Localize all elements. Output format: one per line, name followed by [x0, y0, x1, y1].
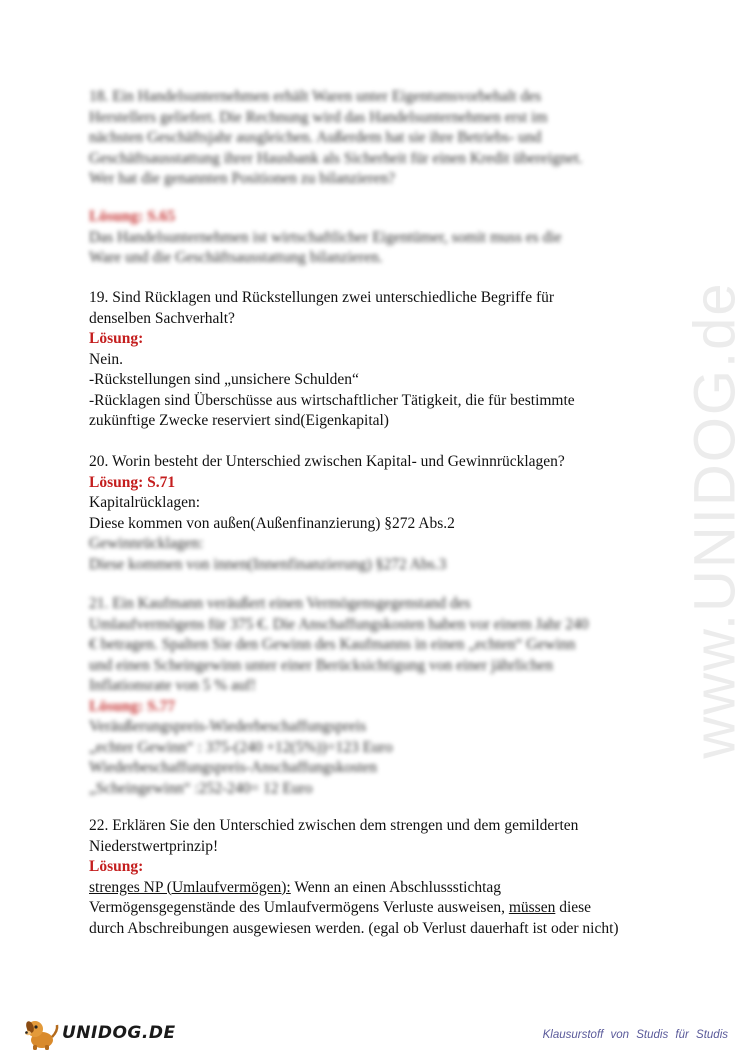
answer-21-text: Veräußerungspreis-Wiederbeschaffungspreis	[89, 718, 367, 735]
answer-22-text: durch Abschreibungen ausgewiesen werden. (egal ob Verlust dauerhaft ist oder nicht)	[89, 919, 619, 937]
solution-label-20: Lösung: S.71	[89, 473, 176, 491]
question-22	[89, 816, 689, 939]
logo-text: UNIDOG.DE	[62, 1023, 176, 1043]
answer-22-term: strenges NP (Umlaufvermögen):	[89, 878, 291, 896]
question-21-text: und einen Scheingewinn unter einer Berücksichtigung von einer jährlichen	[89, 656, 553, 674]
question-18-text: Wer hat die genannten Positionen zu bilanzieren?	[89, 170, 396, 187]
dog-icon	[22, 1015, 60, 1051]
question-18-text: 18. Ein Handelsunternehmen erhält Waren unter Eigentumsvorbehalt des	[89, 88, 542, 105]
answer-20-text: Gewinnrücklagen:	[89, 535, 204, 552]
question-21-text: Umlaufvermögens für 375 €. Die Anschaffungskosten haben vor einem Jahr 240	[89, 615, 589, 633]
question-21	[89, 594, 689, 799]
answer-22-line-2	[89, 898, 689, 919]
question-19	[89, 288, 689, 432]
answer-18	[89, 207, 689, 269]
answer-19-text: zukünftige Zwecke reserviert sind(Eigenkapital)	[89, 412, 389, 429]
question-22-text: Niederstwertprinzip!	[89, 837, 219, 855]
question-18-text: Geschäftsausstattung ihrer Hausbank als Sicherheit für einen Kredit übereignet.	[89, 149, 583, 167]
question-20-text: 20. Worin besteht der Unterschied zwischen Kapital- und Gewinnrücklagen?	[89, 453, 565, 470]
answer-20-text: Diese kommen von außen(Außenfinanzierung) §272 Abs.2	[89, 514, 455, 532]
question-20	[89, 452, 689, 534]
question-21-text: Inflationsrate von 5 % auf!	[89, 677, 256, 694]
unidog-logo[interactable]	[22, 1015, 176, 1051]
question-21-text: € betragen. Spalten Sie den Gewinn des Kaufmanns in einen „echten“ Gewinn	[89, 636, 576, 653]
answer-22-text: diese	[555, 899, 592, 916]
answer-20-blurred	[89, 534, 689, 575]
answer-22-emphasis: müssen	[508, 899, 556, 916]
answer-19-text: -Rücklagen sind Überschüsse aus wirtschaftlicher Tätigkeit, die für bestimmte	[89, 391, 575, 409]
question-18-text: Herstellers geliefert. Die Rechnung wird das Handelsunternehmen erst im	[89, 108, 548, 126]
footer-tagline: Klausurstoff von Studis für Studis	[542, 1029, 728, 1041]
answer-18-text: Das Handelsunternehmen ist wirtschaftlicher Eigentümer, somit muss es die	[89, 228, 562, 246]
solution-label-19: Lösung:	[89, 330, 144, 347]
answer-21-text: „Scheingewinn“ :252-240= 12 Euro	[89, 779, 313, 797]
question-22-text: 22. Erklären Sie den Unterschied zwischen dem strengen und dem gemilderten	[89, 817, 579, 834]
solution-label-21: Lösung: S.77	[89, 697, 176, 715]
answer-22-text: Wenn an einen Abschlussstichtag	[290, 878, 502, 896]
answer-21-text: Wiederbeschaffungspreis-Anschaffungskosten	[89, 759, 378, 776]
solution-label-22: Lösung:	[89, 858, 144, 875]
question-18	[89, 87, 689, 190]
question-18-text: nächsten Geschäftsjahr ausgleichen. Außerdem hat sie ihre Betriebs- und	[89, 129, 542, 146]
question-21-text: 21. Ein Kaufmann veräußert einen Vermögensgegenstand des	[89, 595, 471, 612]
answer-20-text: Diese kommen von innen(Innenfinanzierung) §272 Abs.3	[89, 555, 447, 573]
question-19-text: denselben Sachverhalt?	[89, 309, 235, 327]
solution-label-18: Lösung: S.65	[89, 208, 176, 225]
question-19-text: 19. Sind Rücklagen und Rückstellungen zwei unterschiedliche Begriffe für	[89, 289, 555, 306]
watermark: www.UNIDOG.de	[682, 281, 748, 759]
answer-21-text: „echter Gewinn“ : 375-(240 +12(5%))=123 Euro	[89, 738, 393, 756]
answer-22-line-1	[89, 878, 689, 899]
answer-22-text: Vermögensgegenstände des Umlaufvermögens Verluste ausweisen,	[89, 899, 509, 916]
answer-19-text: Nein.	[89, 350, 124, 368]
answer-19-text: -Rückstellungen sind „unsichere Schulden“	[89, 371, 359, 388]
answer-20-text: Kapitalrücklagen:	[89, 494, 201, 511]
answer-18-text: Ware und die Geschäftsausstattung bilanzieren.	[89, 249, 383, 266]
